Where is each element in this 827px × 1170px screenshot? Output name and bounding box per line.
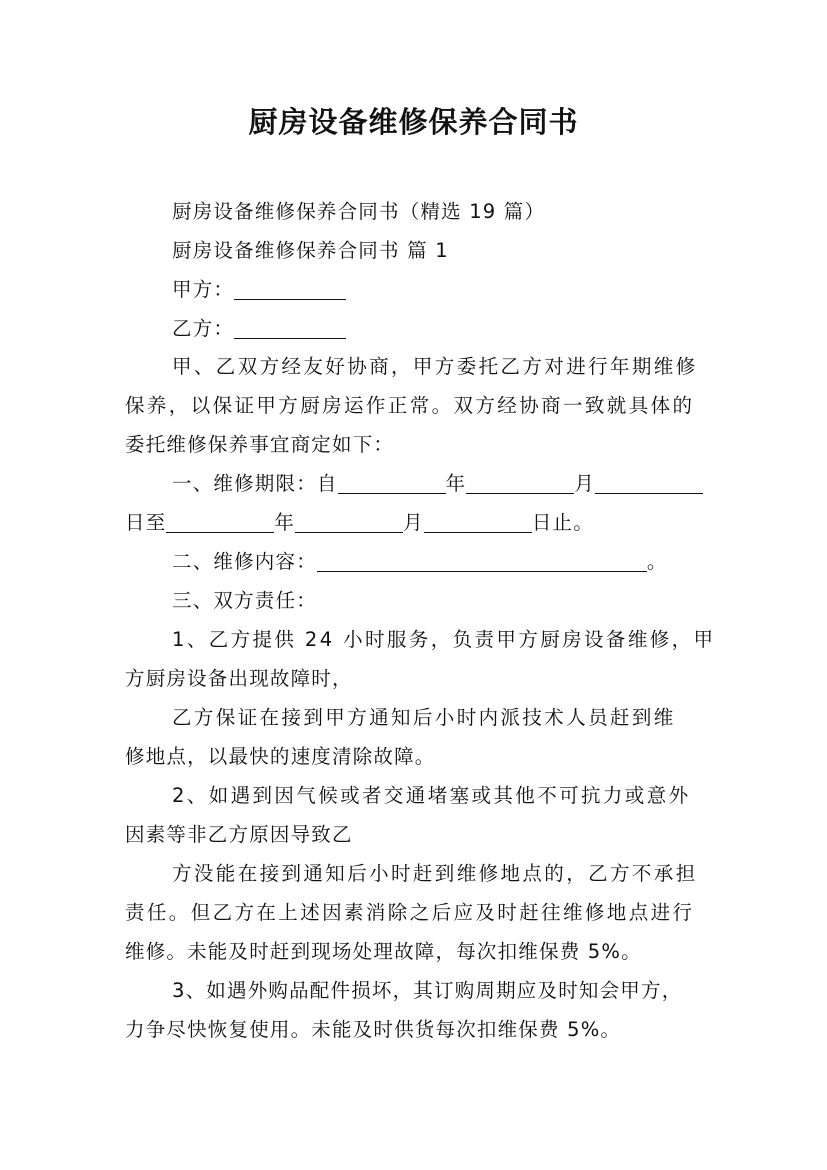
clause1-year-2: 年 [274,511,296,534]
item3-line-2: 力争尽快恢复使用。未能及时供货每次扣维保费 5%。 [125,1018,622,1041]
section-heading: 厨房设备维修保养合同书 篇 1 [172,239,449,262]
clause1-day-to: 日至 [125,511,167,534]
document-title: 厨房设备维修保养合同书 [248,105,579,139]
intro-line-1: 甲、乙双方经友好协商，甲方委托乙方对进行年期维修 [172,355,698,378]
party-b-line [172,315,346,343]
item2-line-4: 责任。但乙方在上述因素消除之后应及时赶往维修地点进行 [125,901,695,924]
clause1-blank-3 [595,473,703,494]
item1-line-2: 方厨房设备出现故障时， [125,667,353,690]
party-a-label: 甲方： [172,278,235,301]
clause1-blank-4 [166,512,274,533]
clause1-month: 月 [574,472,596,495]
clause1-line-2 [125,509,594,537]
party-a-blank [234,279,346,300]
clause1-line-1 [172,470,703,498]
intro-line-2: 保养，以保证甲方厨房运作正常。双方经协商一致就具体的 [125,394,695,417]
clause1-blank-5 [295,512,403,533]
document-subtitle: 厨房设备维修保养合同书（精选 19 篇） [172,200,546,223]
clause2-blank [317,551,647,572]
item2-line-2: 因素等非乙方原因导致乙 [125,823,353,846]
clause1-day-end: 日止。 [531,511,594,534]
item2-line-3: 方没能在接到通知后小时赶到维修地点的，乙方不承担 [172,862,698,885]
item1-line-4: 修地点，以最快的速度清除故障。 [125,745,436,768]
party-b-label: 乙方： [172,317,235,340]
item3-line-1: 3、如遇外购品配件损坏，其订购周期应及时知会甲方， [172,979,683,1002]
clause3-heading: 三、双方责任： [172,589,317,612]
party-b-blank [234,318,346,339]
clause2-label: 二、维修内容： [172,550,317,573]
clause1-label: 一、维修期限：自 [172,472,338,495]
clause2-line [172,548,668,576]
clause1-month-2: 月 [403,511,424,534]
item2-line-1: 2、如遇到因气候或者交通堵塞或其他不可抗力或意外 [172,784,691,807]
item1-line-3: 乙方保证在接到甲方通知后小时内派技术人员赶到维 [172,706,676,729]
intro-line-3: 委托维修保养事宜商定如下： [125,433,395,456]
clause1-blank-2 [466,473,574,494]
clause2-end: 。 [646,550,668,573]
party-a-line [172,276,346,304]
clause1-year: 年 [445,472,467,495]
clause1-blank-6 [424,512,532,533]
item1-line-1: 1、乙方提供 24 小时服务，负责甲方厨房设备维修，甲 [172,628,716,651]
item2-line-5: 维修。未能及时赶到现场处理故障，每次扣维保费 5%。 [125,940,642,963]
clause1-blank-1 [338,473,446,494]
